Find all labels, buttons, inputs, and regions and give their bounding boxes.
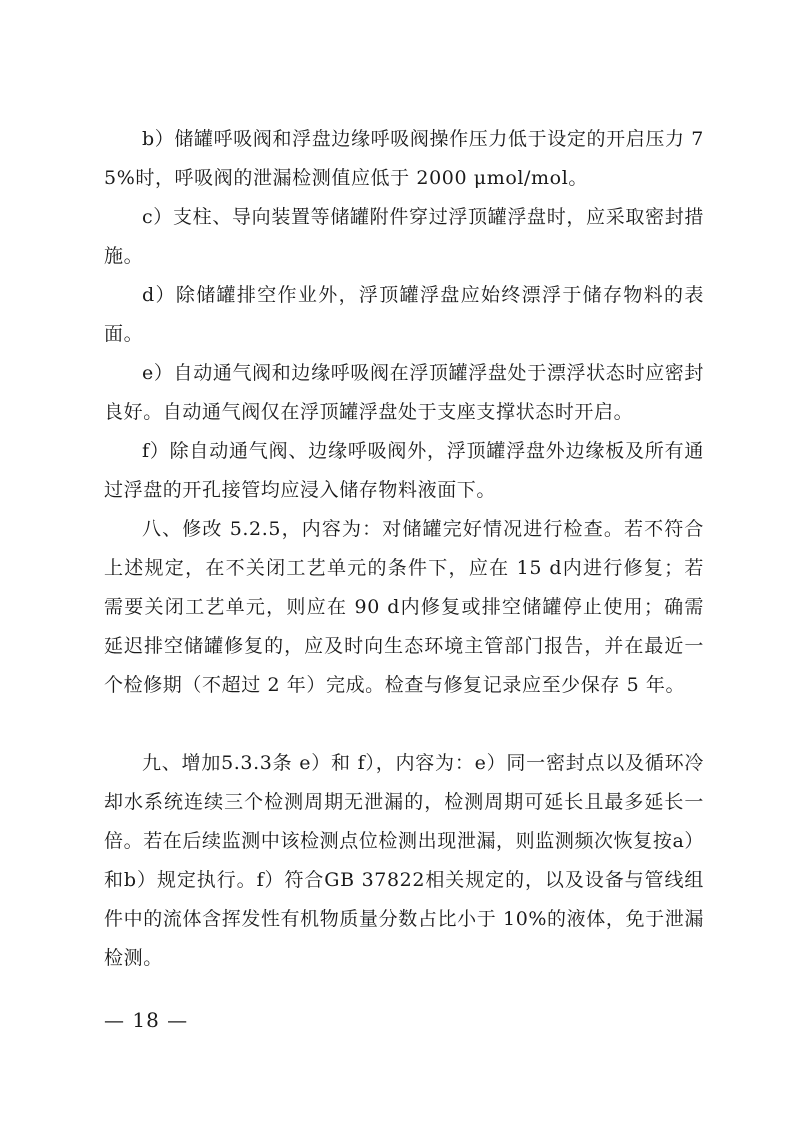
paragraph-item-d: d）除储罐排空作业外，浮顶罐浮盘应始终漂浮于储存物料的表面。 [104,284,704,345]
paragraph-item-f: f）除自动通气阀、边缘呼吸阀外，浮顶罐浮盘外边缘板及所有通过浮盘的开孔接管均应浸入储存物料液面下。 [104,440,704,501]
paragraph-section-nine: 九、增加5.3.3条 e）和 f），内容为：e）同一密封点以及循环冷却水系统连续三个检测周期无泄漏的，检测周期可延长且最多延长一倍。若在后续监测中该检测点位检测出现泄漏，则监测频次恢复按a）和b）规定执行。f）符合GB 37822相关规定的，以及设备与管线组件中的流体含挥发性有机物质量分数占比小于 10%的液体，免于泄漏检测。 [104,752,704,969]
page-number: — 18 — [104,1008,189,1032]
paragraph-section-eight: 八、修改 5.2.5，内容为：对储罐完好情况进行检查。若不符合上述规定，在不关闭工艺单元的条件下，应在 15 d内进行修复；若需要关闭工艺单元，则应在 90 d内修复或排空储罐停止使用；确需延迟排空储罐修复的，应及时向生态环境主管部门报告，并在最近一个检修期（不超过 2 年）完成。检查与修复记录应至少保存 5 年。 [104,518,704,696]
paragraph-item-e: e）自动通气阀和边缘呼吸阀在浮顶罐浮盘处于漂浮状态时应密封良好。自动通气阀仅在浮顶罐浮盘处于支座支撑状态时开启。 [104,362,704,423]
paragraph-item-b: b）储罐呼吸阀和浮盘边缘呼吸阀操作压力低于设定的开启压力 75%时，呼吸阀的泄漏检测值应低于 2000 μmol/mol。 [104,128,704,189]
paragraph-item-c: c）支柱、导向装置等储罐附件穿过浮顶罐浮盘时，应采取密封措施。 [104,206,704,267]
